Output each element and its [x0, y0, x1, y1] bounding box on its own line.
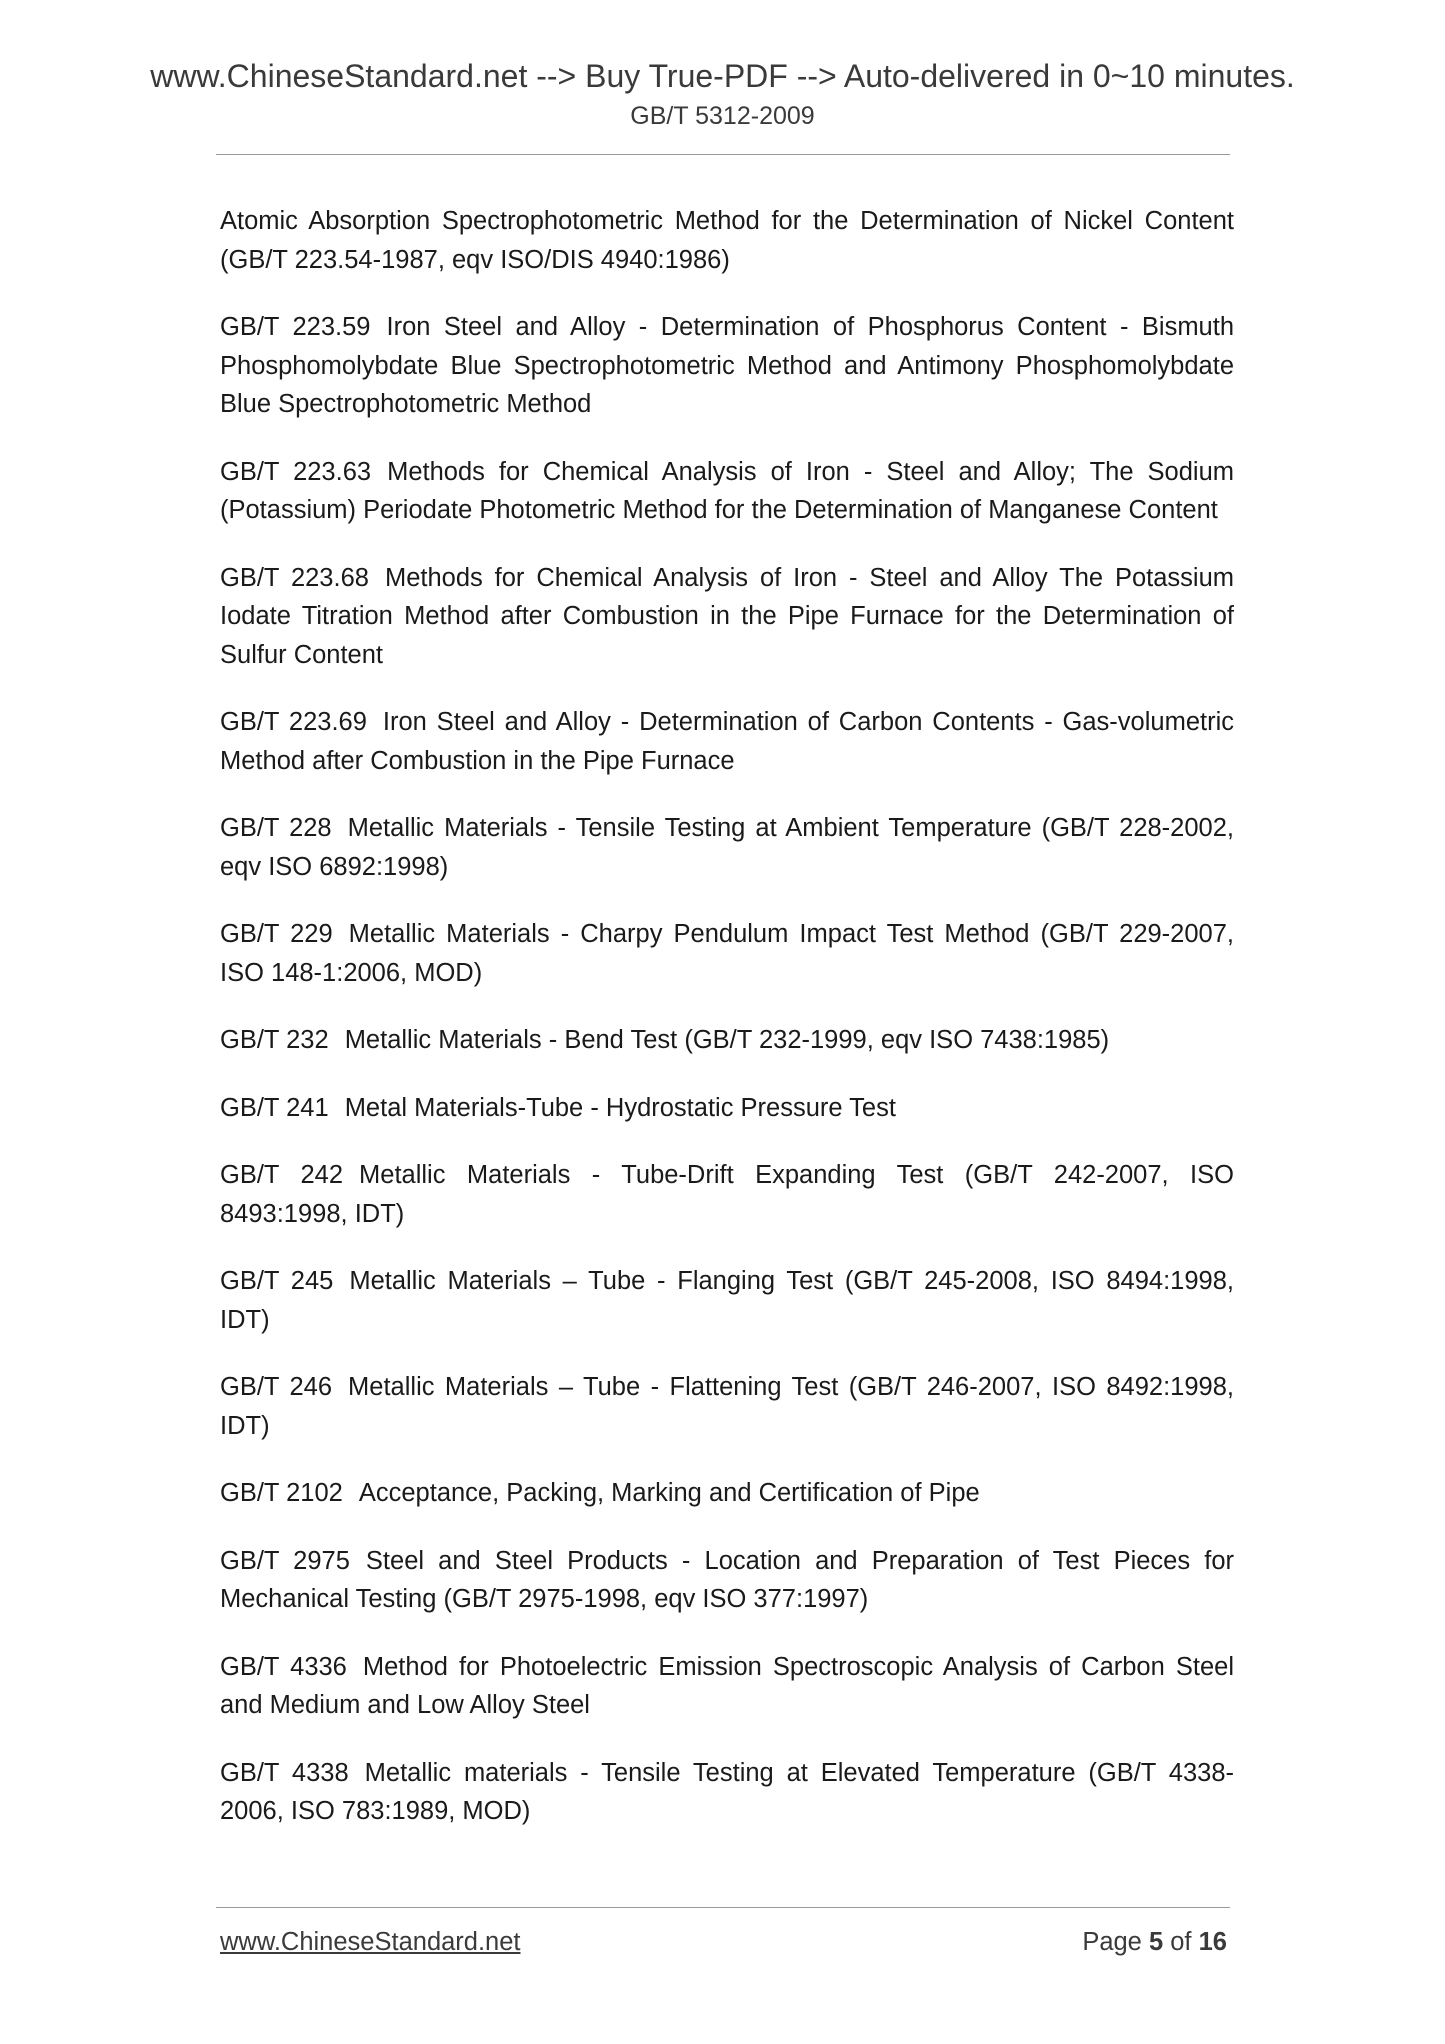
reference-entry [220, 1021, 1234, 1060]
document-code: GB/T 5312-2009 [630, 102, 815, 130]
entry-text: Metal Materials-Tube - Hydrostatic Pressure Test [344, 1093, 896, 1122]
entry-text: Metallic Materials - Bend Test (GB/T 232-1999, eqv ISO 7438:1985) [344, 1026, 1110, 1054]
reference-entry [220, 1474, 1234, 1513]
header-divider [216, 154, 1230, 155]
standard-code: GB/T 229 [220, 920, 333, 948]
standard-code: GB/T 223.63 [220, 457, 372, 486]
reference-entry [220, 1542, 1234, 1619]
entry-text: Method for Photoelectric Emission Spectroscopic Analysis of Carbon Steel and Medium and Low Alloy Steel [220, 1652, 1235, 1719]
footer-site-link[interactable]: www.ChineseStandard.net [220, 1928, 521, 1956]
reference-entry [220, 1262, 1234, 1339]
entry-text: Metallic Materials - Tube-Drift Expanding Test (GB/T 242-2007, ISO 8493:1998, IDT) [220, 1161, 1234, 1228]
reference-entry [220, 1156, 1234, 1233]
standard-code: GB/T 223.59 [220, 313, 371, 341]
reference-entry [220, 703, 1234, 780]
reference-entry [220, 559, 1234, 675]
reference-entry [220, 915, 1234, 992]
entry-text: Iron Steel and Alloy - Determination of Phosphorus Content - Bismuth Phosphomolybdate Blue Spectrophotometric Method and Antimony Phosphomolybdate Blue Spectrophotometric Method [220, 313, 1235, 418]
page-of-label: of [1170, 1928, 1192, 1956]
entry-text: Steel and Steel Products - Location and Preparation of Test Pieces for Mechanical Testing (GB/T 2975-1998, eqv ISO 377:1997) [220, 1546, 1235, 1613]
standard-code: GB/T 2975 [220, 1546, 350, 1575]
standard-code: GB/T 245 [220, 1267, 334, 1295]
page-label: Page [1082, 1928, 1142, 1956]
standard-code: GB/T 242 [220, 1161, 344, 1189]
standard-code: GB/T 2102 [220, 1479, 343, 1507]
reference-entry [220, 1648, 1234, 1725]
reference-list [220, 202, 1234, 1860]
reference-entry [220, 202, 1234, 279]
reference-entry [220, 1754, 1234, 1831]
reference-entry [220, 308, 1234, 424]
entry-text: Metallic Materials – Tube - Flanging Test (GB/T 245-2008, ISO 8494:1998, IDT) [220, 1267, 1234, 1334]
standard-code: GB/T 232 [220, 1026, 329, 1054]
standard-code: GB/T 223.68 [220, 563, 369, 592]
header-banner: www.ChineseStandard.net --> Buy True-PDF --> Auto-delivered in 0~10 minutes. [150, 58, 1295, 94]
standard-code: GB/T 228 [220, 814, 332, 842]
entry-text: Acceptance, Packing, Marking and Certification of Pipe [358, 1479, 980, 1507]
entry-text: Atomic Absorption Spectrophotometric Method for the Determination of Nickel Content (GB/T 223.54-1987, eqv ISO/DIS 4940:1986) [220, 207, 1234, 274]
reference-entry [220, 1089, 1234, 1128]
reference-entry [220, 1368, 1234, 1445]
standard-code: GB/T 223.69 [220, 708, 367, 736]
entry-text: Metallic Materials - Tensile Testing at Ambient Temperature (GB/T 228-2002, eqv ISO 6892:1998) [220, 814, 1234, 881]
entry-text: Metallic materials - Tensile Testing at Elevated Temperature (GB/T 4338-2006, ISO 783:1989, MOD) [220, 1758, 1234, 1825]
page-indicator [1082, 1928, 1227, 1957]
reference-entry [220, 809, 1234, 886]
entry-text: Iron Steel and Alloy - Determination of Carbon Contents - Gas-volumetric Method after Combustion in the Pipe Furnace [220, 708, 1234, 775]
standard-code: GB/T 246 [220, 1373, 333, 1401]
standard-code: GB/T 4338 [220, 1758, 349, 1787]
entry-text: Methods for Chemical Analysis of Iron - Steel and Alloy The Potassium Iodate Titration Method after Combustion in the Pipe Furnace for the Determination of Sulfur Content [220, 563, 1235, 669]
standard-code: GB/T 241 [220, 1093, 329, 1122]
standard-code: GB/T 4336 [220, 1652, 347, 1681]
footer-divider [216, 1907, 1230, 1908]
entry-text: Metallic Materials - Charpy Pendulum Impact Test Method (GB/T 229-2007, ISO 148-1:2006, MOD) [220, 920, 1234, 987]
entry-text: Metallic Materials – Tube - Flattening Test (GB/T 246-2007, ISO 8492:1998, IDT) [220, 1373, 1234, 1440]
reference-entry [220, 453, 1234, 530]
page-total: 16 [1198, 1928, 1227, 1956]
entry-text: Methods for Chemical Analysis of Iron - Steel and Alloy; The Sodium (Potassium) Periodate Photometric Method for the Determination of Manganese Content [220, 457, 1235, 524]
page-current: 5 [1148, 1928, 1164, 1956]
